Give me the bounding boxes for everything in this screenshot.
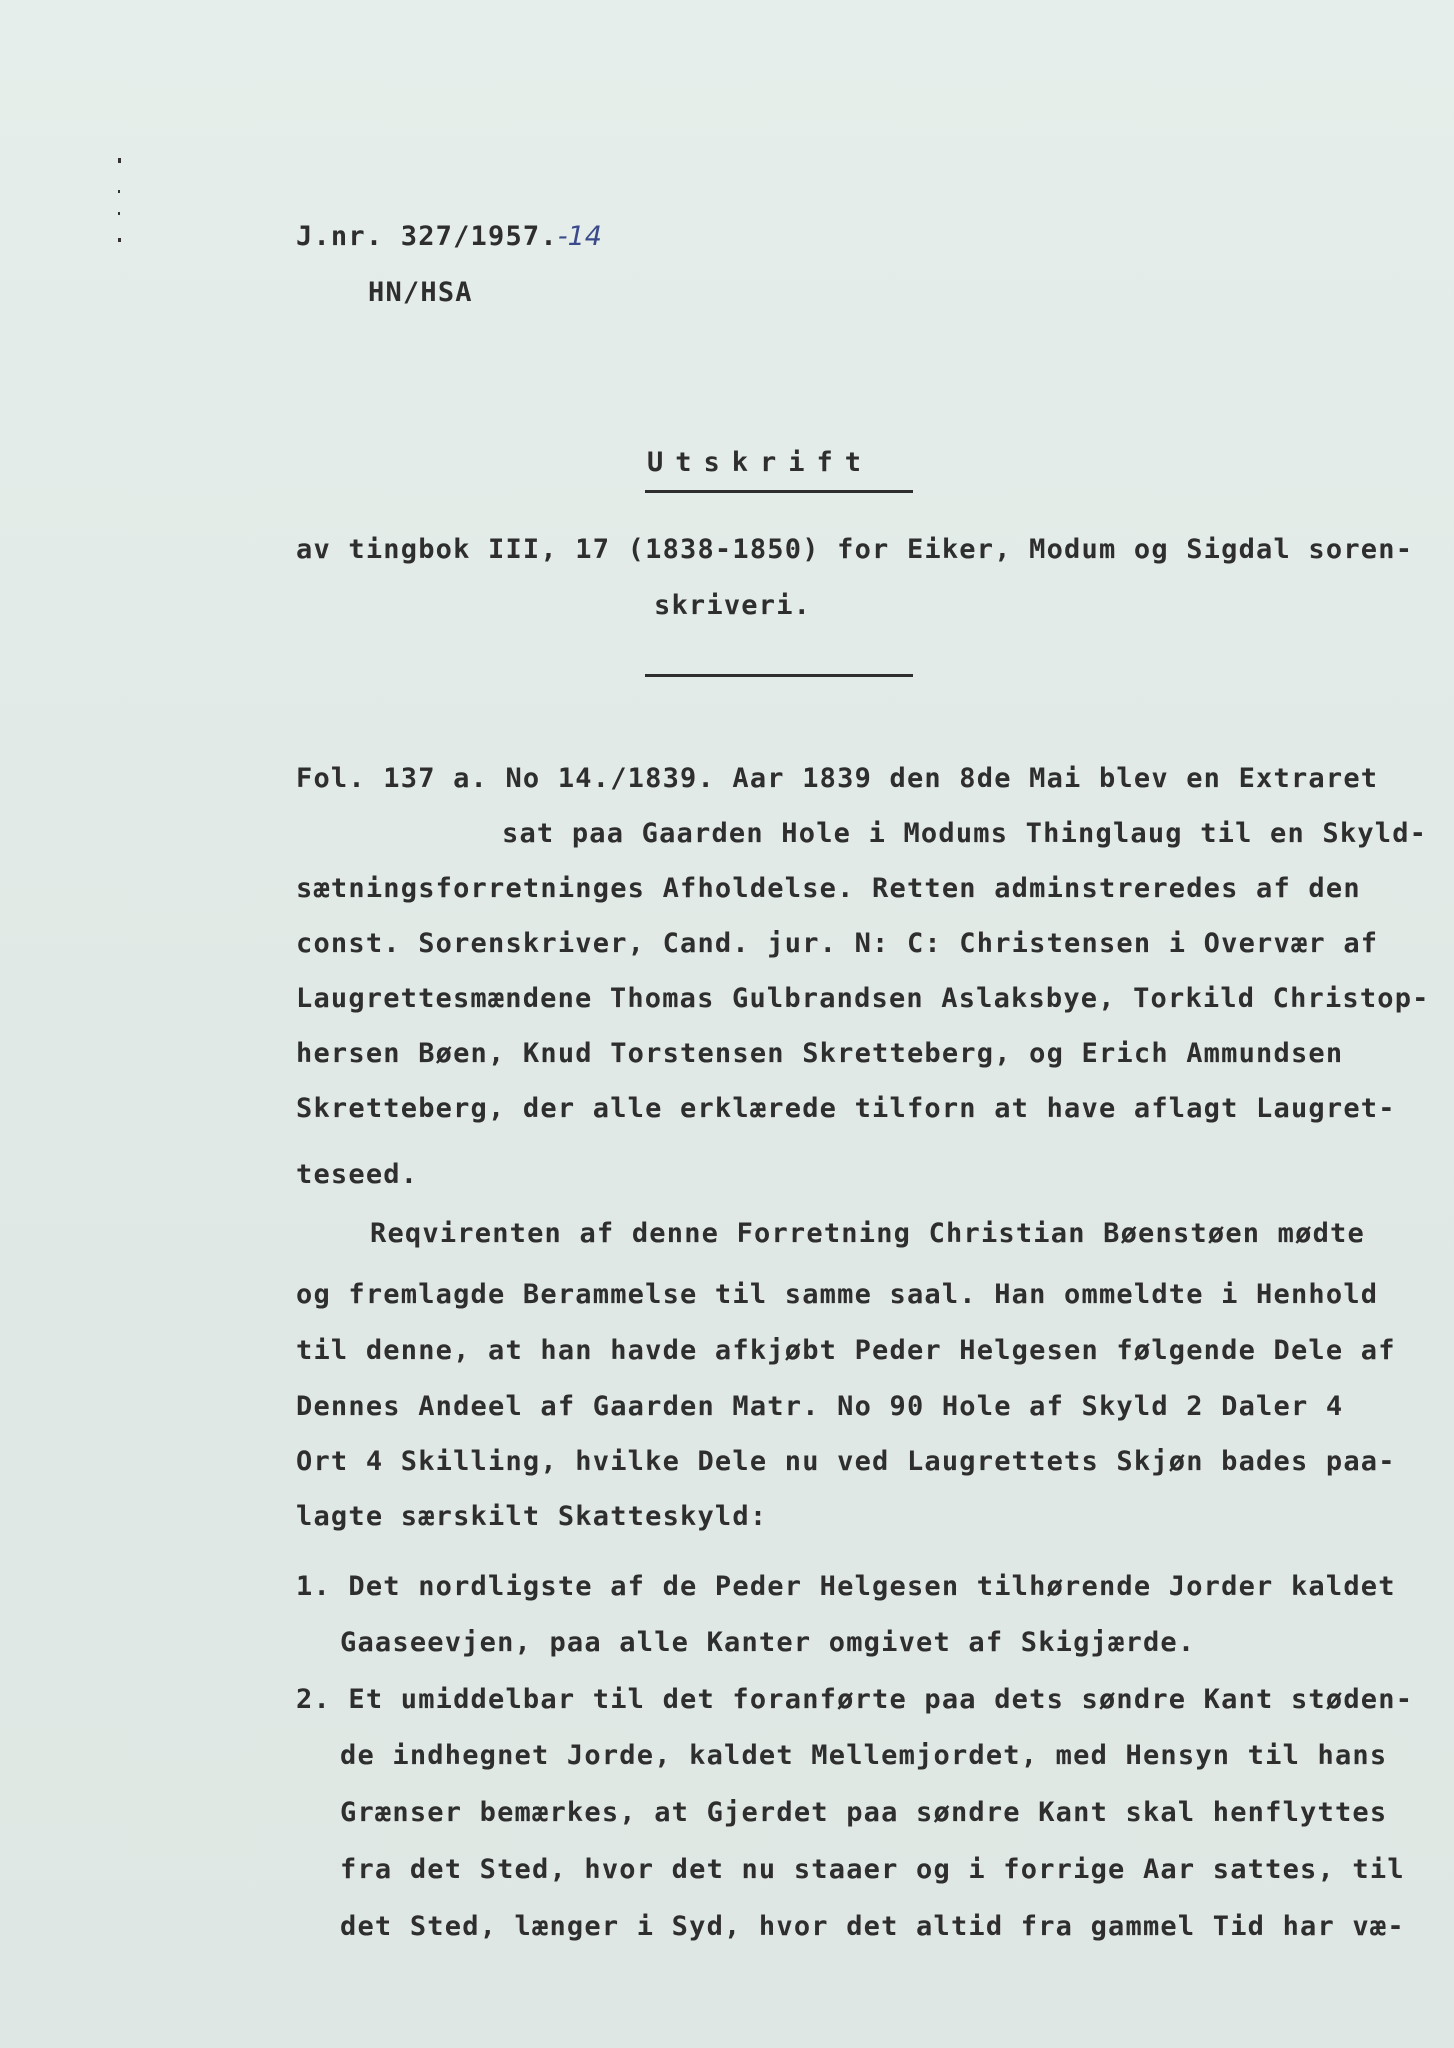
list-item-continuation: det Sted, længer i Syd, hvor det altid fra gammel Tid har væ- xyxy=(340,1911,1405,1942)
initials: HN/HSA xyxy=(368,277,473,308)
body-line: const. Sorenskriver, Cand. jur. N: C: Christensen i Overvær af xyxy=(296,928,1379,959)
body-line: Ort 4 Skilling, hvilke Dele nu ved Laugrettets Skjøn bades paa- xyxy=(296,1446,1396,1477)
journal-number xyxy=(296,220,602,254)
journal-number-text: J.nr. 327/1957. xyxy=(296,221,558,252)
body-line: til denne, at han havde afkjøbt Peder Helgesen følgende Dele af xyxy=(296,1335,1396,1366)
subtitle-line: skriveri. xyxy=(654,590,812,621)
list-item-continuation: Grænser bemærkes, at Gjerdet paa søndre Kant skal henflyttes xyxy=(340,1797,1388,1828)
list-item-continuation: de indhegnet Jorde, kaldet Mellemjordet, med Hensyn til hans xyxy=(340,1740,1388,1771)
list-item: 2. Et umiddelbar til det foranførte paa dets søndre Kant støden- xyxy=(296,1684,1414,1715)
body-line: sat paa Gaarden Hole i Modums Thinglaug til en Skyld- xyxy=(502,818,1428,849)
margin-mark xyxy=(118,158,121,163)
list-item-continuation: fra det Sted, hvor det nu staaer og i forrige Aar sattes, til xyxy=(340,1854,1405,1885)
margin-mark xyxy=(118,212,120,215)
section-divider xyxy=(645,674,913,677)
document-title: Utskrift xyxy=(647,447,874,478)
body-line: lagte særskilt Skatteskyld: xyxy=(296,1501,768,1532)
list-item: 1. Det nordligste af de Peder Helgesen tilhørende Jorder kaldet xyxy=(296,1571,1396,1602)
body-line: sætningsforretninges Afholdelse. Retten adminstreredes af den xyxy=(296,873,1361,904)
body-line: Dennes Andeel af Gaarden Matr. No 90 Hole af Skyld 2 Daler 4 xyxy=(296,1391,1344,1422)
margin-mark xyxy=(118,190,120,193)
body-line: Laugrettesmændene Thomas Gulbrandsen Aslaksbye, Torkild Christop- xyxy=(296,983,1430,1014)
list-item-continuation: Gaaseevjen, paa alle Kanter omgivet af Skigjærde. xyxy=(340,1627,1196,1658)
title-underline xyxy=(645,490,913,493)
body-line: og fremlagde Berammelse til samme saal. Han ommeldte i Henhold xyxy=(296,1279,1379,1310)
body-line: hersen Bøen, Knud Torstensen Skretteberg, og Erich Ammundsen xyxy=(296,1038,1344,1069)
subtitle-line: av tingbok III, 17 (1838-1850) for Eiker, Modum og Sigdal soren- xyxy=(296,534,1414,565)
body-line: teseed. xyxy=(296,1159,419,1190)
handwritten-annotation: -14 xyxy=(557,221,602,252)
body-line: Reqvirenten af denne Forretning Christian Bøenstøen mødte xyxy=(370,1218,1365,1249)
margin-mark xyxy=(118,238,121,242)
body-line: Fol. 137 a. No 14./1839. Aar 1839 den 8de Mai blev en Extraret xyxy=(296,763,1379,794)
body-line: Skretteberg, der alle erklærede tilforn at have aflagt Laugret- xyxy=(296,1093,1396,1124)
